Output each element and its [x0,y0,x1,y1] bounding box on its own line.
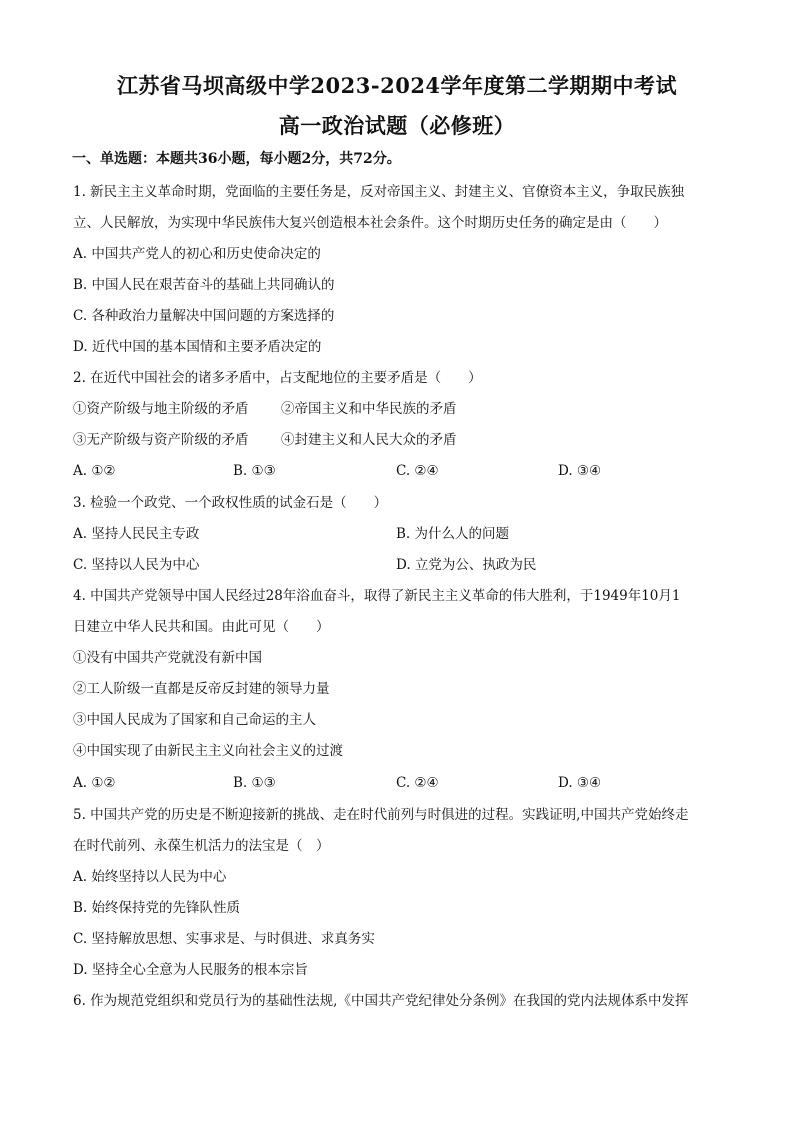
q4-item-1: ①没有中国共产党就没有新中国 [73,650,262,666]
q2-item-4: ④封建主义和人民大众的矛盾 [281,432,457,448]
q4-stem-line2: 日建立中华人民共和国。由此可见（ ） [73,619,330,635]
section-heading: 一、单选题：本题共36小题，每小题2分，共72分。 [72,151,401,167]
q1-stem-line2: 立、人民解放，为实现中华民族伟大复兴创造根本社会条件。这个时期历史任务的确定是由（ ） [73,215,667,231]
q5-option-c: C. 坚持解放思想、实事求是、与时俱进、求真务实 [73,931,375,947]
q4-item-2: ②工人阶级一直都是反帝反封建的领导力量 [73,681,330,697]
q1-option-a: A. 中国共产党人的初心和历史使命决定的 [73,246,321,262]
q4-option-a: A. ①② [73,775,116,791]
exam-title: 江苏省马坝高级中学2023-2024学年度第二学期期中考试 [116,73,678,98]
q5-option-d: D. 坚持全心全意为人民服务的根本宗旨 [73,962,308,978]
q2-option-c: C. ②④ [396,463,439,479]
q2-option-d: D. ③④ [558,463,602,479]
q5-option-a: A. 始终坚持以人民为中心 [73,869,227,885]
exam-subtitle: 高一政治试题（必修班） [278,113,516,138]
q2-item-3: ③无产阶级与资产阶级的矛盾 [73,432,249,448]
q2-item-1: ①资产阶级与地主阶级的矛盾 [73,401,249,417]
q3-option-c: C. 坚持以人民为中心 [73,557,200,573]
q4-option-c: C. ②④ [396,775,439,791]
q4-item-3: ③中国人民成为了国家和自己命运的主人 [73,712,316,728]
q3-option-b: B. 为什么人的问题 [396,526,510,542]
q5-stem-line2: 在时代前列、永葆生机活力的法宝是（ ） [73,838,330,854]
q4-option-b: B. ①③ [233,775,276,791]
q6-stem-line1: 6. 作为规范党组织和党员行为的基础性法规,《中国共产党纪律处分条例》在我国的党内法规体系中发挥 [73,993,689,1009]
q5-stem-line1: 5. 中国共产党的历史是不断迎接新的挑战、走在时代前列与时俱进的过程。实践证明,中国共产党始终走 [73,807,689,823]
q3-option-a: A. 坚持人民民主专政 [73,526,200,542]
q2-option-b: B. ①③ [233,463,276,479]
q2-stem: 2. 在近代中国社会的诸多矛盾中，占支配地位的主要矛盾是（ ） [73,370,482,386]
q3-option-d: D. 立党为公、执政为民 [396,557,537,573]
q2-item-2: ②帝国主义和中华民族的矛盾 [281,401,457,417]
q4-stem-line1: 4. 中国共产党领导中国人民经过28年浴血奋斗，取得了新民主主义革命的伟大胜利，于1949年10月1 [73,588,681,604]
q1-option-b: B. 中国人民在艰苦奋斗的基础上共同确认的 [73,277,335,293]
q5-option-b: B. 始终保持党的先锋队性质 [73,900,241,916]
q1-option-c: C. 各种政治力量解决中国问题的方案选择的 [73,308,335,324]
q3-stem: 3. 检验一个政党、一个政权性质的试金石是（ ） [73,495,388,511]
q1-option-d: D. 近代中国的基本国情和主要矛盾决定的 [73,339,322,355]
q4-option-d: D. ③④ [558,775,602,791]
q1-stem-line1: 1. 新民主主义革命时期，党面临的主要任务是，反对帝国主义、封建主义、官僚资本主义，争取民族独 [73,184,685,200]
q2-option-a: A. ①② [73,463,116,479]
q4-item-4: ④中国实现了由新民主主义向社会主义的过渡 [73,743,343,759]
